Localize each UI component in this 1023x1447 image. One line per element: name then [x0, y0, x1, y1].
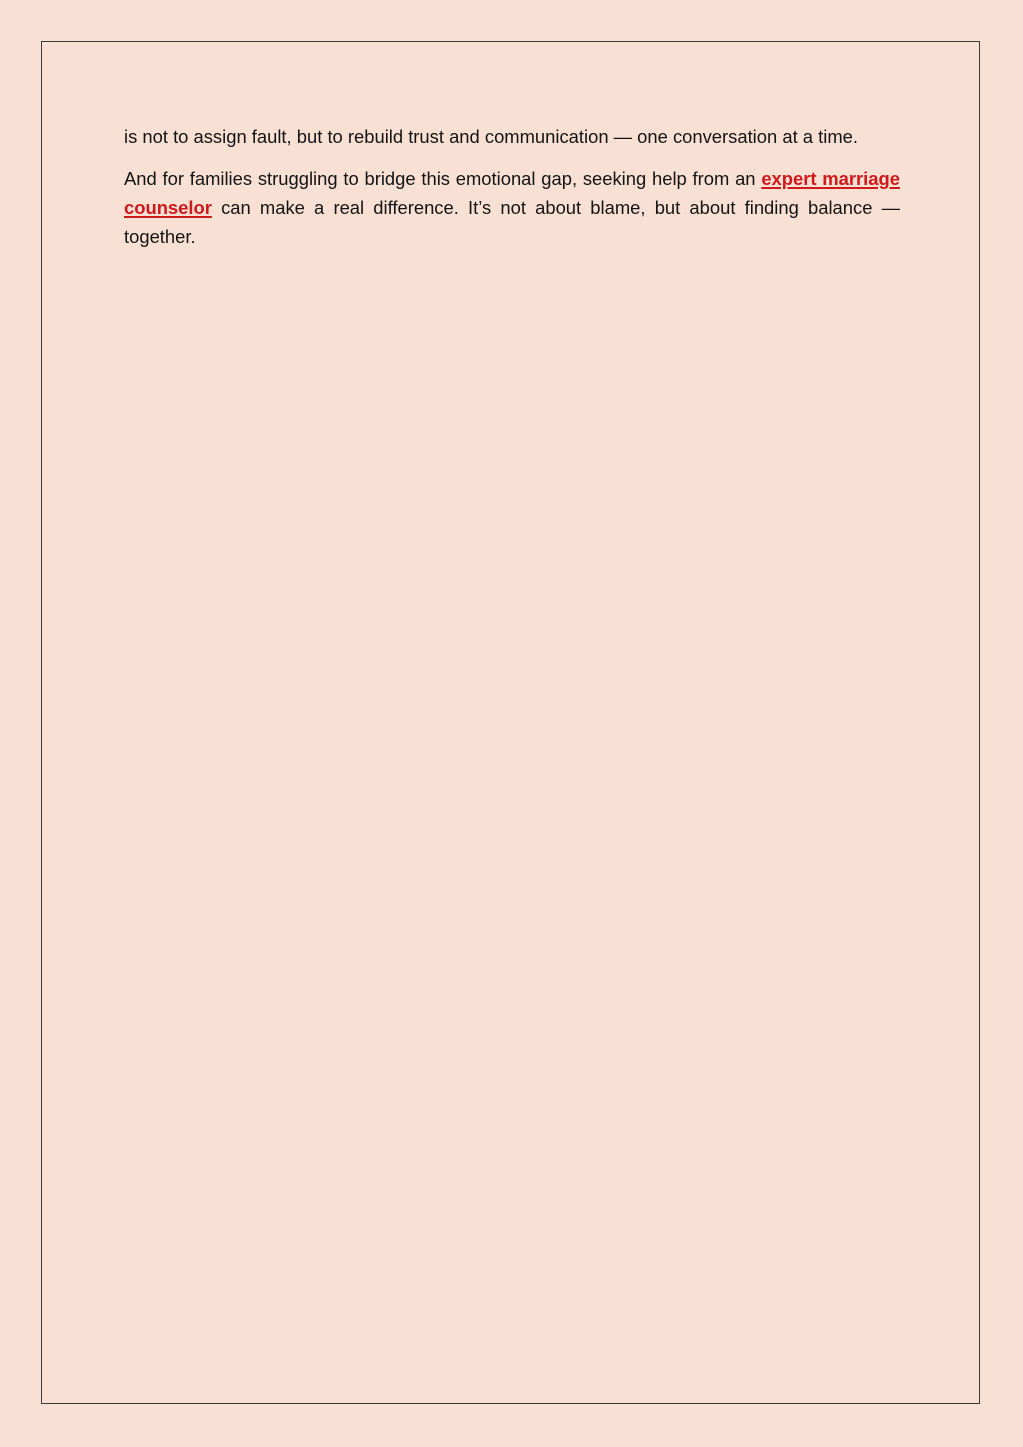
paragraph-text-after-link: can make a real difference. It’s not about blame, but about finding balance — together.	[124, 197, 900, 247]
paragraph-text-before-link: And for families struggling to bridge this emotional gap, seeking help from an	[124, 168, 762, 189]
document-body	[124, 122, 900, 264]
paragraph-closing-sentence: is not to assign fault, but to rebuild trust and communication — one conversation at a time.	[124, 126, 858, 147]
expert-marriage-counselor-link[interactable]: expert marriage counselor	[124, 168, 900, 218]
paragraph-counselor	[124, 164, 900, 251]
